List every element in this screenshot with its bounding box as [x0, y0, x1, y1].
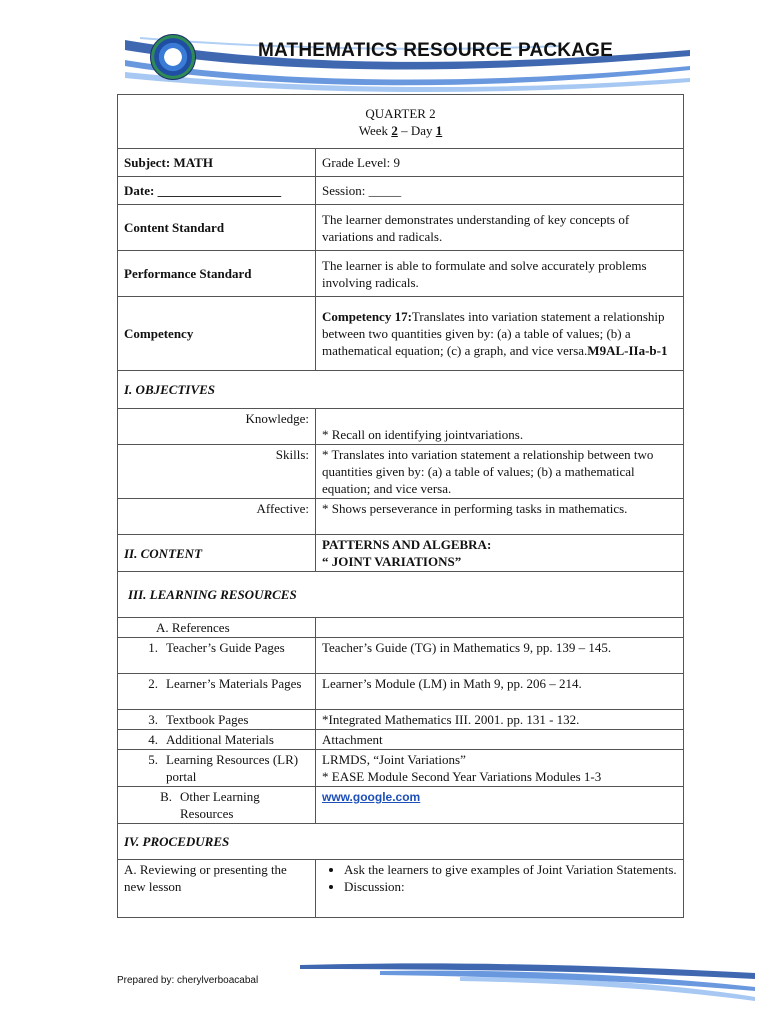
date-cell: Date: ___________________ [118, 177, 316, 205]
objectives-heading: I. OBJECTIVES [118, 371, 684, 409]
subject-cell: Subject: MATH [118, 149, 316, 177]
quarter-label: QUARTER 2 [365, 105, 436, 121]
procedures-heading-row [118, 824, 684, 860]
resource-item-label-cell: 4. Additional Materials [118, 730, 316, 750]
content-row [118, 535, 684, 572]
other-resources-row [118, 787, 684, 824]
page-footer [0, 955, 768, 1005]
references-label: A. References [118, 618, 316, 638]
resource-item-row [118, 750, 684, 787]
resource-item-row [118, 638, 684, 674]
content-topic [316, 535, 684, 572]
affective-row [118, 499, 684, 535]
resource-item-value: Learner’s Module (LM) in Math 9, pp. 206 – 214. [316, 674, 684, 710]
list-item: • Ask the learners to give examples of Joint Variation Statements. [344, 861, 677, 878]
resource-item-value-cell: LRMDS, “Joint Variations” * EASE Module Second Year Variations Modules 1-3 [316, 750, 684, 787]
content-standard-row [118, 205, 684, 251]
performance-standard-label: Performance Standard [118, 251, 316, 297]
references-row [118, 618, 684, 638]
skills-label: Skills: [118, 445, 316, 499]
content-standard-label: Content Standard [118, 205, 316, 251]
date-row [118, 177, 684, 205]
resources-heading: III. LEARNING RESOURCES [118, 572, 684, 618]
footer-swoosh-graphic [0, 955, 768, 1005]
quarter-cell [118, 95, 684, 149]
week-value: 2 [391, 122, 398, 138]
grade-cell: Grade Level: 9 [316, 149, 684, 177]
skills-text: * Translates into variation statement a relationship between two quantities given by: (a) a table of values; (b) a mathematical equation; and vice versa. [316, 445, 684, 499]
page-title: MATHEMATICS RESOURCE PACKAGE [258, 40, 613, 61]
resources-heading-row [118, 572, 684, 618]
resource-item-label-cell: 1. Teacher’s Guide Pages [118, 638, 316, 674]
competency-number: Competency 17: [322, 309, 412, 324]
content-topic-line2: “ JOINT VARIATIONS” [322, 554, 462, 569]
resource-item-value: Teacher’s Guide (TG) in Mathematics 9, pp. 139 – 145. [316, 638, 684, 674]
day-value: 1 [435, 122, 443, 138]
content-heading: II. CONTENT [118, 535, 316, 572]
other-resources-link-cell [316, 787, 684, 824]
performance-standard-text: The learner is able to formulate and solve accurately problems involving radicals. [316, 251, 684, 297]
other-resources-label-cell: B. Other Learning Resources [118, 787, 316, 824]
lesson-plan-table [117, 94, 684, 918]
resource-item-label-cell: 3. Textbook Pages [118, 710, 316, 730]
content-standard-text: The learner demonstrates understanding of key concepts of variations and radicals. [316, 205, 684, 251]
prepared-by: Prepared by: cherylverboacabal [117, 975, 259, 986]
knowledge-label: Knowledge: [118, 409, 316, 445]
week-day-line: Week 2 – Day 1 [358, 122, 443, 138]
knowledge-row [118, 409, 684, 445]
list-item: • Discussion: [344, 878, 677, 895]
resource-item-row [118, 674, 684, 710]
deped-seal-logo [150, 34, 196, 80]
skills-row [118, 445, 684, 499]
performance-standard-row [118, 251, 684, 297]
page-header [0, 0, 768, 95]
procedure-a-content [316, 860, 684, 918]
procedure-a-label: A. Reviewing or presenting the new lesson [118, 860, 316, 918]
quarter-row [118, 95, 684, 149]
affective-label: Affective: [118, 499, 316, 535]
resource-item-row [118, 730, 684, 750]
affective-text: * Shows perseverance in performing tasks in mathematics. [316, 499, 684, 535]
competency-label: Competency [118, 297, 316, 371]
resource-item-value: Attachment [316, 730, 684, 750]
competency-text-cell [316, 297, 684, 371]
references-empty-cell [316, 618, 684, 638]
objectives-heading-row [118, 371, 684, 409]
procedure-a-bullets [322, 861, 677, 895]
knowledge-text: * Recall on identifying jointvariations. [316, 409, 684, 445]
competency-code: M9AL-IIa-b-1 [587, 343, 668, 358]
google-link[interactable]: www.google.com [322, 790, 421, 804]
session-cell: Session: _____ [316, 177, 684, 205]
content-topic-line1: PATTERNS AND ALGEBRA: [322, 537, 492, 552]
procedures-heading: IV. PROCEDURES [118, 824, 684, 860]
resource-item-row [118, 710, 684, 730]
competency-row [118, 297, 684, 371]
resource-item-label-cell: 2. Learner’s Materials Pages [118, 674, 316, 710]
resource-item-label-cell: 5. Learning Resources (LR) portal [118, 750, 316, 787]
resource-item-value: *Integrated Mathematics III. 2001. pp. 131 - 132. [316, 710, 684, 730]
procedure-a-row [118, 860, 684, 918]
subject-row [118, 149, 684, 177]
competency-description: Translates into variation statement a relationship between two quantities given by: (a) a table of values; (b) a mathematical equation; (c) a graph, and vice versa. [322, 309, 665, 358]
